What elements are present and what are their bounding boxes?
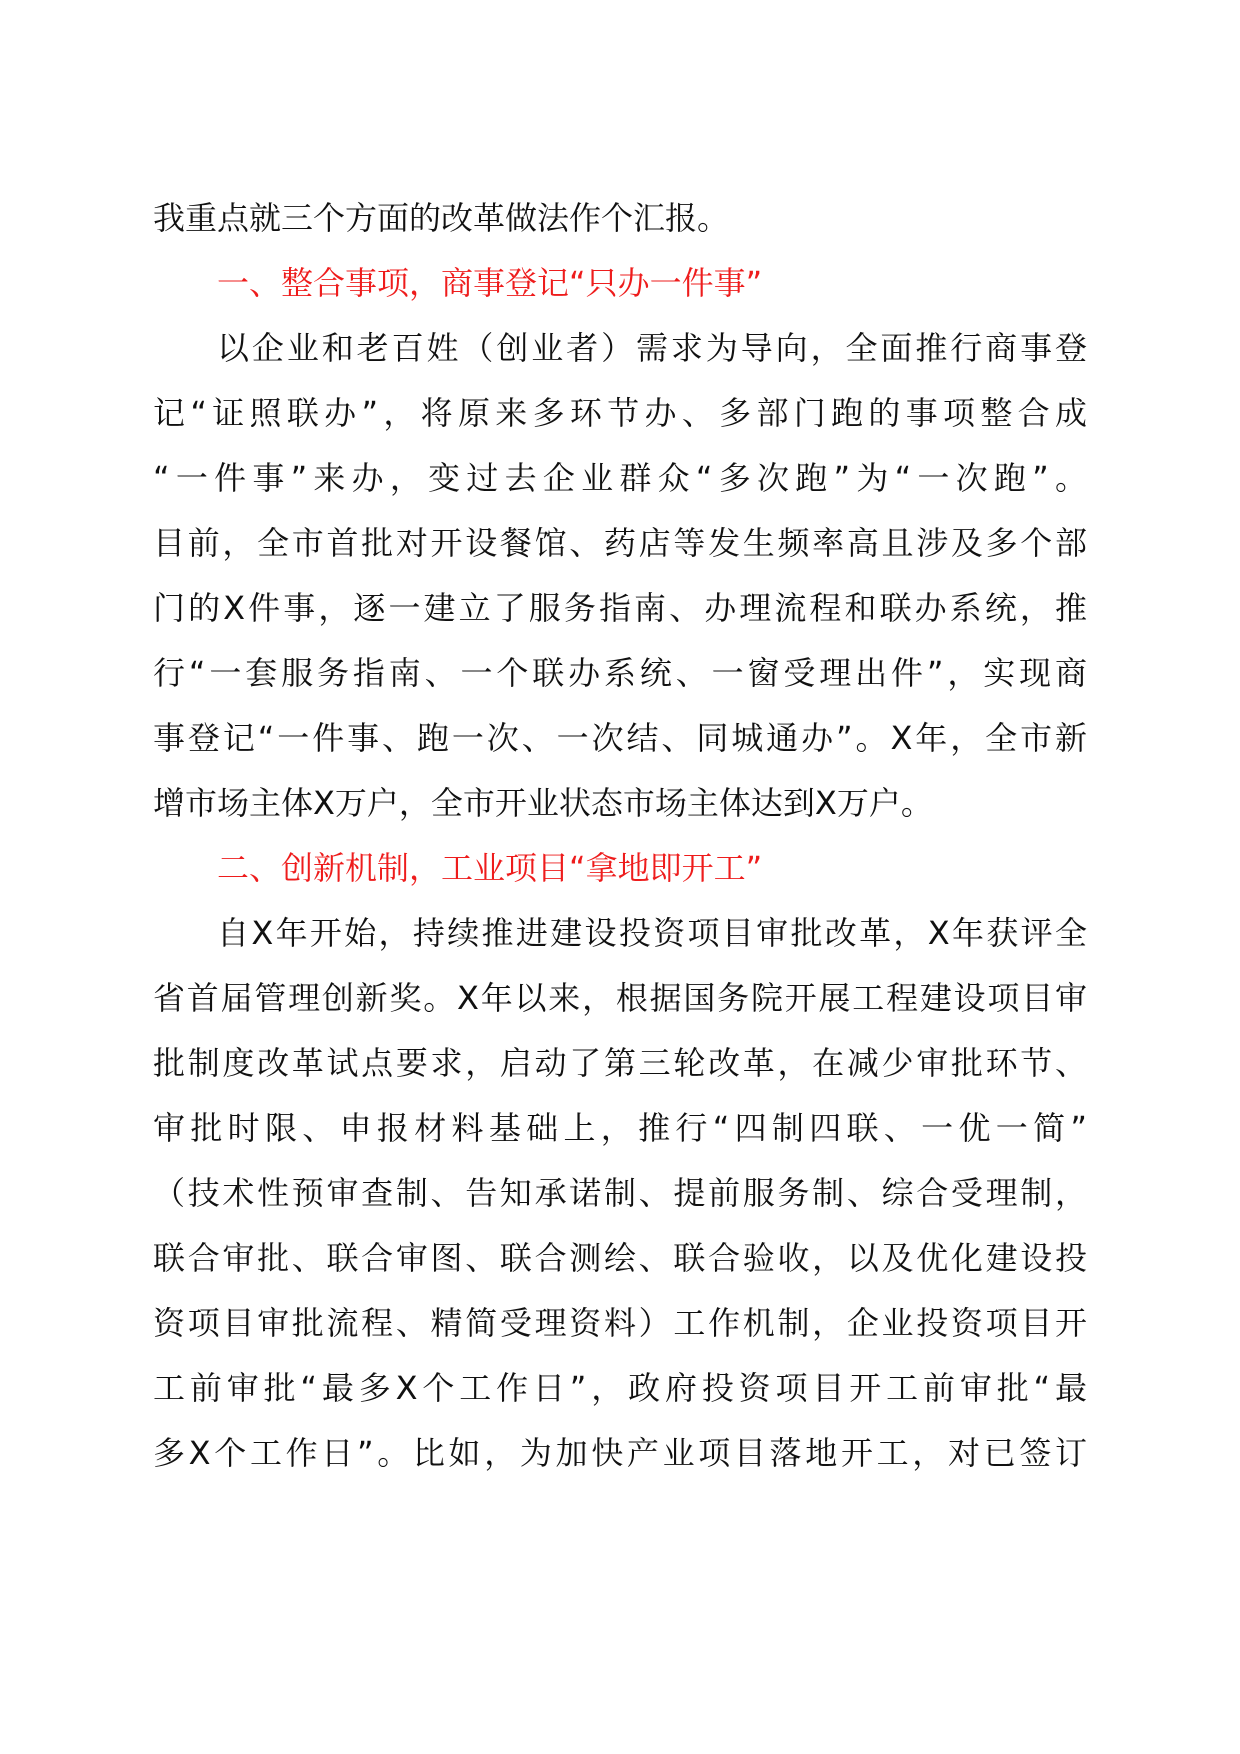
paragraph-line: 门的X件事，逐一建立了服务指南、办理流程和联办系统，推 bbox=[153, 589, 1087, 627]
intro-line: 我重点就三个方面的改革做法作个汇报。 bbox=[153, 199, 730, 237]
paragraph-line: （技术性预审查制、告知承诺制、提前服务制、综合受理制， bbox=[153, 1174, 1087, 1212]
paragraph-line: 工前审批“最多X个工作日”，政府投资项目开工前审批“最 bbox=[153, 1369, 1087, 1407]
section-2-heading: 二、创新机制，工业项目“拿地即开工” bbox=[217, 849, 763, 887]
paragraph-line: 批制度改革试点要求，启动了第三轮改革，在减少审批环节、 bbox=[153, 1044, 1087, 1082]
paragraph-line: 多X个工作日”。比如，为加快产业项目落地开工，对已签订 bbox=[153, 1434, 1087, 1472]
paragraph-line: 自X年开始，持续推进建设投资项目审批改革，X年获评全 bbox=[217, 914, 1087, 952]
paragraph-line: “一件事”来办，变过去企业群众“多次跑”为“一次跑”。 bbox=[153, 459, 1087, 497]
paragraph-line: 资项目审批流程、精简受理资料）工作机制，企业投资项目开 bbox=[153, 1304, 1087, 1342]
paragraph-line: 联合审批、联合审图、联合测绘、联合验收，以及优化建设投 bbox=[153, 1239, 1087, 1277]
paragraph-line: 审批时限、申报材料基础上，推行“四制四联、一优一简” bbox=[153, 1109, 1087, 1147]
paragraph-line: 记“证照联办”，将原来多环节办、多部门跑的事项整合成 bbox=[153, 394, 1087, 432]
document-body bbox=[153, 186, 1087, 1486]
section-1-heading: 一、整合事项，商事登记“只办一件事” bbox=[217, 264, 763, 302]
paragraph-line: 增市场主体X万户，全市开业状态市场主体达到X万户。 bbox=[153, 784, 933, 822]
paragraph-line: 事登记“一件事、跑一次、一次结、同城通办”。X年，全市新 bbox=[153, 719, 1087, 757]
paragraph-line: 目前，全市首批对开设餐馆、药店等发生频率高且涉及多个部 bbox=[153, 524, 1087, 562]
paragraph-line: 行“一套服务指南、一个联办系统、一窗受理出件”，实现商 bbox=[153, 654, 1087, 692]
paragraph-line: 以企业和老百姓（创业者）需求为导向，全面推行商事登 bbox=[217, 329, 1087, 367]
paragraph-line: 省首届管理创新奖。X年以来，根据国务院开展工程建设项目审 bbox=[153, 979, 1087, 1017]
